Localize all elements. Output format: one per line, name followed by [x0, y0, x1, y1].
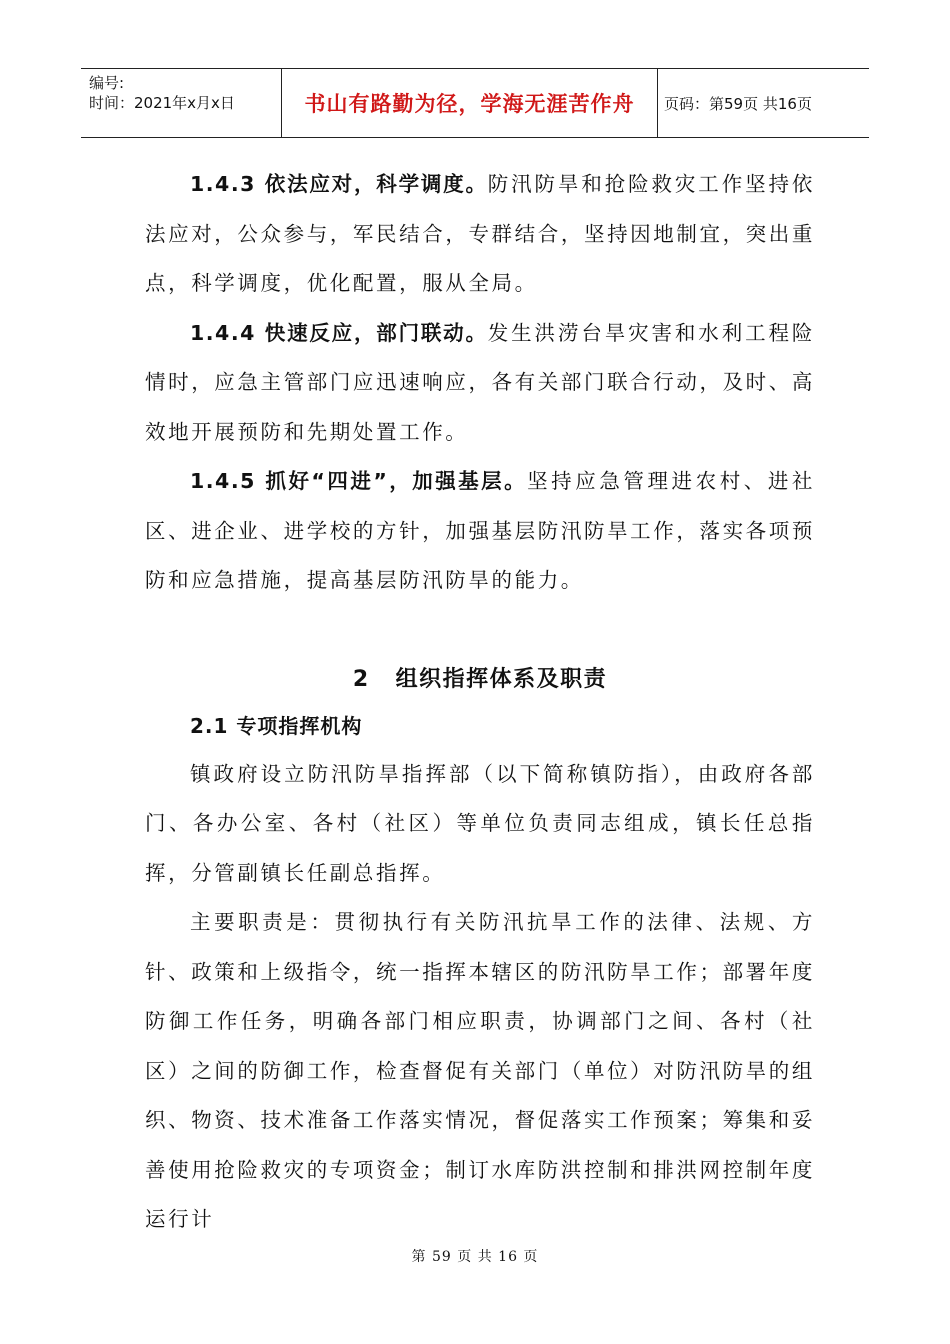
section-number: 2: [352, 666, 370, 692]
header-page-info: 页码：第59页 共16页: [664, 94, 812, 113]
page-footer: 第 59 页 共 16 页: [411, 1249, 539, 1265]
paragraph-lead: 1.4.4 快速反应，部门联动。: [190, 320, 488, 345]
header-motto: 书山有路勤为径，学海无涯苦作舟: [282, 69, 658, 137]
document-body: [145, 160, 815, 1245]
body-paragraph: 主要职责是：贯彻执行有关防汛抗旱工作的法律、法规、方针、政策和上级指令，统一指挥本辖区的防汛防旱工作；部署年度防御工作任务，明确各部门相应职责，协调部门之间、各村（社区）之间的防御工作，检查督促有关部门（单位）对防汛防旱的组织、物资、技术准备工作落实情况，督促落实工作预案；筹集和妥善使用抢险救灾的专项资金；制订水库防洪控制和排洪网控制年度运行计: [145, 910, 815, 1231]
subsection-title: 2.1 专项指挥机构: [190, 713, 363, 738]
section-title: [145, 658, 815, 702]
paragraph-text: 发生洪涝台旱灾害和水利工程险情时，应急主管部门应迅速响应，各有关部门联合行动，及时、高效地开展预防和先期处置工作。: [145, 320, 815, 444]
paragraph-text: 防汛防旱和抢险救灾工作坚持依法应对，公众参与，军民结合，专群结合，坚持因地制宜，突出重点，科学调度，优化配置，服从全局。: [145, 172, 815, 295]
page-header: [81, 68, 869, 138]
paragraph-1-4-4: [145, 309, 815, 458]
body-paragraph: 镇政府设立防汛防旱指挥部（以下简称镇防指），由政府各部门、各办公室、各村（社区）等单位负责同志组成，镇长任总指挥，分管副镇长任副总指挥。: [145, 761, 815, 885]
time-label: 时间：2021年x月x日: [89, 94, 235, 112]
section-title-text: 组织指挥体系及职责: [395, 666, 608, 692]
paragraph-1-4-3: [145, 160, 815, 309]
number-label: 编号:: [89, 74, 125, 92]
header-meta: [81, 69, 282, 137]
paragraph-text: 坚持应急管理进农村、进社区、进企业、进学校的方针，加强基层防汛防旱工作，落实各项预防和应急措施，提高基层防汛防旱的能力。: [145, 469, 816, 592]
paragraph-1-4-5: [145, 457, 815, 606]
paragraph-lead: 1.4.3 依法应对，科学调度。: [190, 172, 488, 196]
paragraph-lead: 1.4.5 抓好“四进”，加强基层。: [190, 469, 528, 493]
